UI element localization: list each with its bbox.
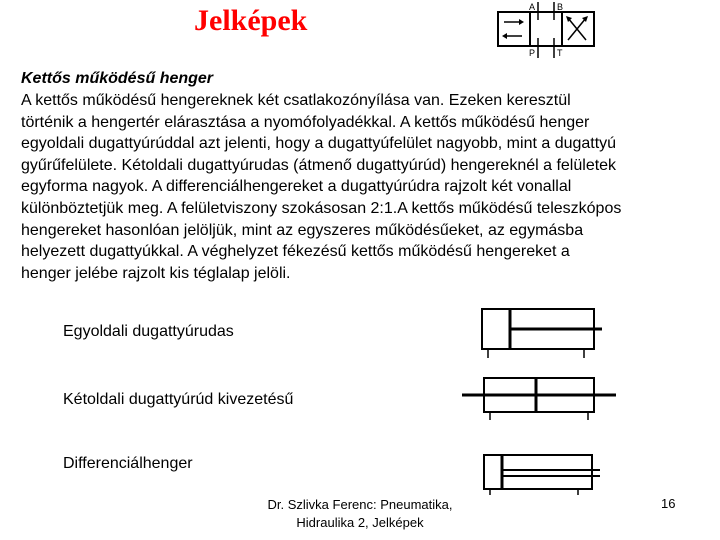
directional-valve-icon xyxy=(494,0,604,60)
body-line: A kettős működésű hengereknek két csatlakozónyílása van. Ezeken keresztül xyxy=(21,92,571,109)
page-title: Jelképek xyxy=(194,4,308,37)
cylinder-label-differential: Differenciálhenger xyxy=(63,455,193,472)
footer-line: Hidraulika 2, Jelképek xyxy=(296,515,424,530)
body-line: gyűrűfelülete. Kétoldali dugattyúrudas (átmenő dugattyúrúd) hengereknél a felületek xyxy=(21,156,617,174)
single-rod-cylinder-icon xyxy=(474,300,604,360)
body-line: egyoldali dugattyúrúddal azt jelenti, hogy a dugattyúfelület nagyobb, mint a dugattyú xyxy=(21,135,617,153)
footer-citation xyxy=(250,496,470,532)
double-rod-cylinder-icon xyxy=(460,372,620,422)
body-line: különböztetjük meg. A felületviszony szokásosan 2:1.A kettős működésű teleszkópos xyxy=(21,199,622,217)
section-subtitle: Kettős működésű henger xyxy=(21,70,214,87)
body-paragraph xyxy=(21,90,711,284)
cylinder-label-single-rod: Egyoldali dugattyúrudas xyxy=(63,323,234,340)
port-p-label: P xyxy=(529,48,536,58)
page-number: 16 xyxy=(661,496,676,511)
port-t-label: T xyxy=(557,48,563,58)
body-line: történik a hengertér elárasztása a nyomófolyadékkal. A kettős működésű henger xyxy=(21,113,590,131)
body-line: henger jelébe rajzolt kis téglalap jelöli. xyxy=(21,264,291,282)
footer-line: Dr. Szlivka Ferenc: Pneumatika, xyxy=(267,497,453,512)
port-b-label: B xyxy=(557,2,564,12)
differential-cylinder-icon xyxy=(476,452,606,496)
port-a-label: A xyxy=(529,2,536,12)
body-line: helyezett dugattyúkkal. A véghelyzet fékezésű kettős működésű hengereket a xyxy=(21,243,570,261)
body-line: egyforma nagyok. A differenciálhengereket a dugattyúrúdra rajzolt két vonallal xyxy=(21,178,572,196)
body-line: hengereket hasonlóan jelöljük, mint az egyszeres működésűeket, az egymásba xyxy=(21,221,584,239)
cylinder-label-double-rod: Kétoldali dugattyúrúd kivezetésű xyxy=(63,391,294,408)
